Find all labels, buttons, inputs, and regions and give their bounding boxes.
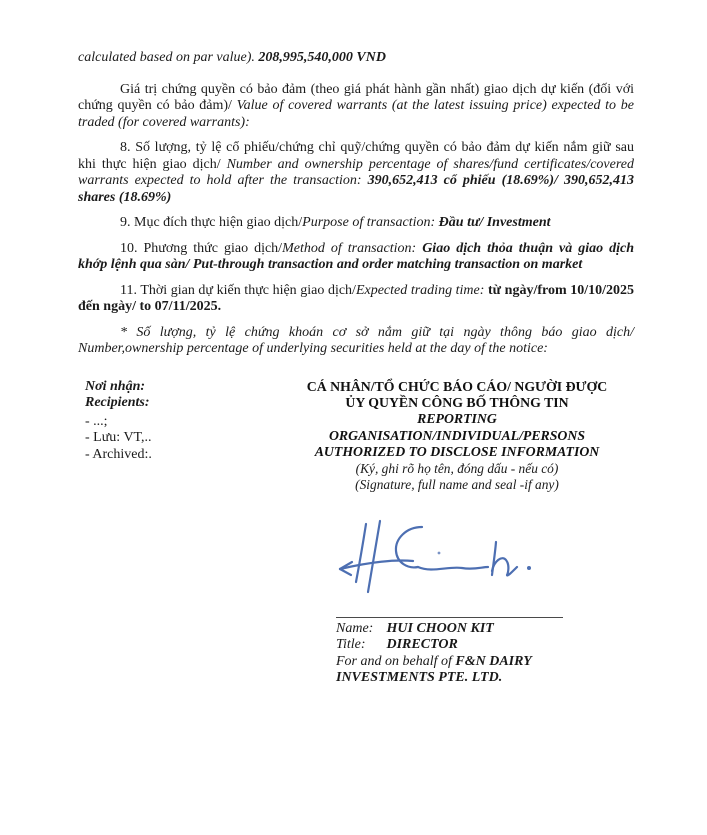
- text-segment: 208,995,540,000 VND: [258, 50, 386, 65]
- text-segment: Number and ownership percentage of shares/fund certificates/covered warrants expected to hold after the transaction:: [78, 156, 634, 188]
- title-label: Title:: [336, 637, 366, 653]
- signature-line: [336, 617, 563, 618]
- text-segment: Giao dịch thỏa thuận và giao dịch khớp lệnh qua sàn/ Put-through transaction and order matching transaction on market: [78, 240, 634, 272]
- text-segment: 390,652,413 cổ phiếu (18.69%)/ 390,652,413 shares (18.69%): [78, 173, 635, 205]
- para-note-underlying-securities: [78, 325, 634, 358]
- document-body: [78, 50, 634, 358]
- text-segment: * Số lượng, tỷ lệ chứng khoán cơ sở nắm giữ tại ngày thông báo giao dịch/ Number,ownership percentage of underlying securities held at the day of the notice:: [78, 324, 634, 356]
- text-segment: Giá trị chứng quyền có bảo đảm (theo giá phát hành gần nhất) giao dịch dự kiến (đối với chứng quyền có bảo đảm)/: [78, 81, 634, 113]
- text-segment: Đầu tư/ Investment: [438, 215, 551, 230]
- signing-block: [280, 379, 634, 687]
- text-segment: 8. Số lượng, tỷ lệ cổ phiếu/chứng chỉ quỹ/chứng quyền có bảo đảm dự kiến nắm giữ sau khi thực hiện giao dịch/: [78, 140, 634, 172]
- para-continuation-value: [78, 50, 634, 67]
- text-segment: Value of covered warrants (at the latest issuing price) expected to be traded (for covered warrants):: [78, 98, 634, 130]
- signer-name-row: [336, 621, 586, 638]
- text-segment: 10. Phương thức giao dịch/: [120, 240, 283, 256]
- signing-heading-vi: ỦY QUYỀN CÔNG BỐ THÔNG TIN: [345, 394, 569, 410]
- recipients-item: - ...;: [85, 413, 108, 429]
- para-item-10: [78, 241, 634, 274]
- text-segment: 9. Mục đích thực hiện giao dịch/: [120, 215, 303, 230]
- document-content: [78, 50, 634, 687]
- text-segment: từ ngày/from 10/10/2025 đến ngày/ to 07/11/2025.: [78, 282, 634, 314]
- handwritten-signature: [336, 511, 566, 603]
- para-item-11: [78, 283, 634, 316]
- signature-area: [336, 511, 586, 687]
- text-segment: Method of transaction:: [282, 240, 423, 256]
- text-segment: Purpose of transaction:: [302, 215, 439, 230]
- behalf-prefix: For and on behalf of: [336, 653, 456, 669]
- signing-heading-en: REPORTING: [417, 411, 497, 427]
- signing-heading-en: ORGANISATION/INDIVIDUAL/PERSONS: [328, 427, 586, 443]
- signing-instruction-vi: (Ký, ghi rõ họ tên, đóng dấu - nếu có): [355, 460, 559, 476]
- recipients-item: - Lưu: VT,..: [85, 430, 152, 445]
- signer-title: DIRECTOR: [386, 637, 458, 653]
- on-behalf-of: [336, 654, 579, 687]
- recipients-block: [78, 379, 280, 687]
- text-segment: Expected trading time:: [355, 282, 489, 298]
- company-name: F&N DAIRY INVESTMENTS PTE. LTD.: [336, 653, 532, 686]
- recipients-title-en: Recipients:: [85, 395, 150, 410]
- signer-name: HUI CHOON KIT: [386, 620, 494, 636]
- signing-heading-en: AUTHORIZED TO DISCLOSE INFORMATION: [314, 444, 600, 460]
- recipients-title-vi: Nơi nhận:: [85, 378, 146, 394]
- signing-instruction-en: (Signature, full name and seal -if any): [355, 476, 559, 492]
- recipients-item: - Archived:.: [85, 446, 152, 462]
- para-item-9: [78, 215, 634, 232]
- para-covered-warrants-value: [78, 82, 634, 132]
- signer-title-row: [336, 637, 586, 654]
- footer-columns: [78, 379, 634, 687]
- para-item-8: [78, 140, 634, 206]
- text-segment: calculated based on par value).: [78, 50, 259, 65]
- name-label: Name:: [336, 620, 374, 636]
- signing-heading-vi: CÁ NHÂN/TỔ CHỨC BÁO CÁO/ NGƯỜI ĐƯỢC: [306, 378, 608, 394]
- text-segment: 11. Thời gian dự kiến thực hiện giao dịch/: [120, 282, 356, 298]
